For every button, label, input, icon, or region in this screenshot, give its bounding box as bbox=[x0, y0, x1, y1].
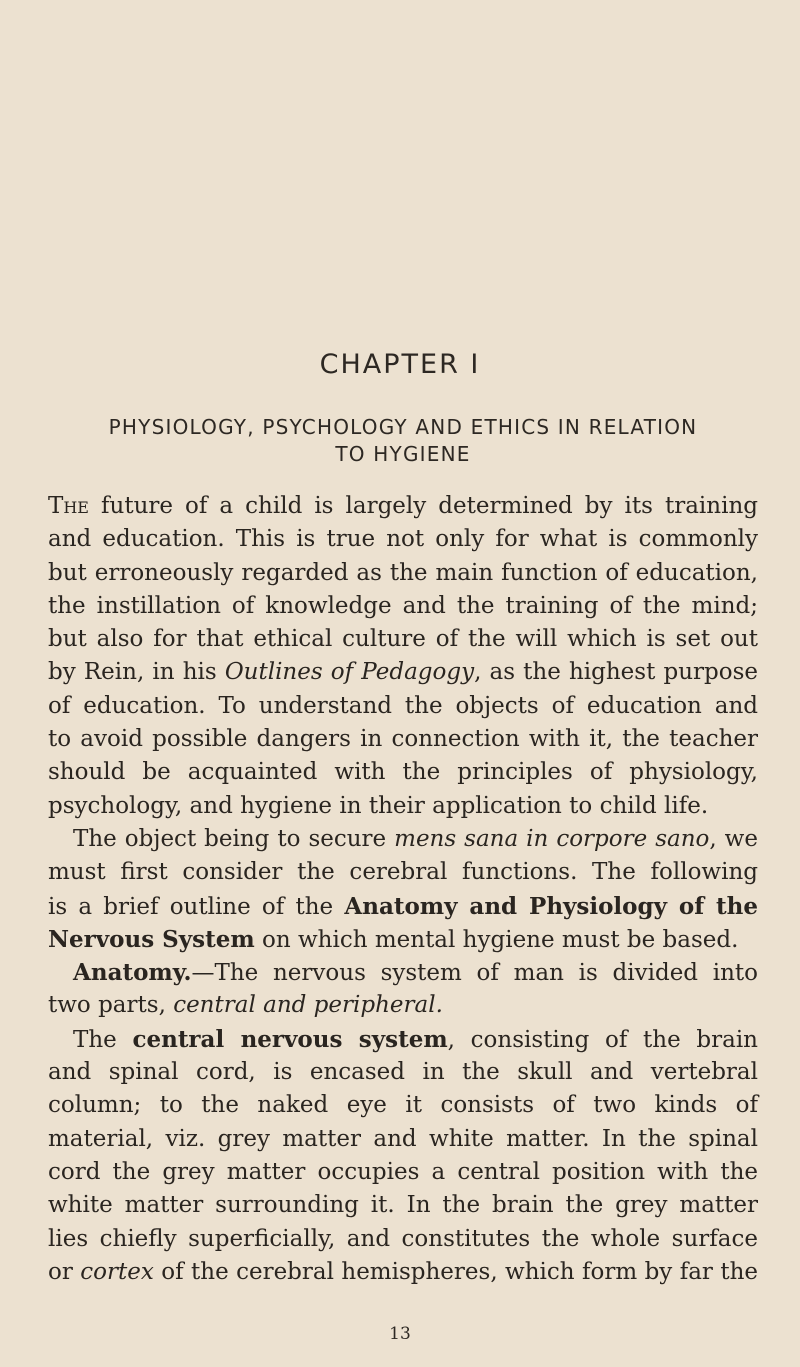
central-nervous-bold: central nervous system bbox=[132, 1025, 448, 1053]
anatomy-heading: Anatomy. bbox=[73, 959, 192, 987]
text-line-16 bbox=[48, 989, 758, 1022]
chapter-title bbox=[48, 414, 758, 468]
text-line-17 bbox=[48, 1023, 758, 1056]
text-line-21: cord the grey matter occupies a central position with the bbox=[48, 1158, 758, 1185]
text-line-8: to avoid possible dangers in connection with it, the teacher bbox=[48, 726, 758, 753]
page-number: 13 bbox=[389, 1324, 411, 1344]
cortex-italic: cortex bbox=[80, 1258, 154, 1285]
section-bold-2: Nervous System bbox=[48, 925, 255, 953]
text-line-24-a: or bbox=[48, 1258, 81, 1285]
text-line-5: but also for that ethical culture of the will which is set out bbox=[48, 626, 758, 653]
text-line-2: and education. This is true not only for what is commonly bbox=[48, 526, 758, 553]
chapter-title-line-2: TO HYGIENE bbox=[335, 442, 471, 466]
text-line-14-b: on which mental hygiene must be based. bbox=[254, 926, 739, 953]
text-line-17-a: The bbox=[73, 1026, 133, 1053]
text-line-23: lies chiefly superficially, and constitutes the whole surface bbox=[48, 1225, 758, 1252]
text-line-11-a: The object being to secure bbox=[73, 825, 395, 852]
text-line-17-b: , consisting of the brain bbox=[447, 1026, 758, 1053]
text-line-14 bbox=[48, 923, 758, 956]
text-line-6-b: , as the highest purpose bbox=[474, 659, 758, 686]
text-line-20: material, viz. grey matter and white matter. In the spinal bbox=[48, 1125, 758, 1152]
text-line-1-rest: future of a child is largely determined by its training bbox=[88, 493, 758, 519]
text-line-12: must first consider the cerebral functions. The following bbox=[48, 859, 758, 886]
text-line-15-b: —The nervous system of man is divided into bbox=[191, 960, 758, 987]
text-line-16-a: two parts, bbox=[48, 992, 174, 1019]
chapter-title-line-1: PHYSIOLOGY, PSYCHOLOGY AND ETHICS IN RELATION bbox=[108, 415, 698, 439]
text-line-24 bbox=[48, 1256, 758, 1289]
text-line-1 bbox=[48, 490, 758, 523]
text-line-11-b: , we bbox=[709, 825, 758, 852]
text-line-9: should be acquainted with the principles of physiology, bbox=[48, 759, 758, 786]
book-title-italic: Outlines of Pedagogy bbox=[224, 659, 475, 686]
text-line-6-a: by Rein, in his bbox=[48, 659, 225, 686]
text-line-7: of education. To understand the objects of education and bbox=[48, 692, 758, 719]
latin-phrase-italic: mens sana in corpore sano bbox=[394, 825, 710, 852]
text-line-15 bbox=[48, 956, 758, 989]
parts-italic: central and peripheral. bbox=[173, 992, 443, 1019]
text-line-13-a: is a brief outline of the bbox=[48, 893, 345, 920]
text-line-10: psychology, and hygiene in their application to child life. bbox=[48, 792, 709, 819]
text-line-6 bbox=[48, 656, 758, 689]
text-line-11 bbox=[48, 823, 758, 856]
text-line-24-b: of the cerebral hemispheres, which form by far the bbox=[153, 1258, 759, 1285]
text-line-13 bbox=[48, 890, 758, 923]
text-line-19: column; to the naked eye it consists of two kinds of bbox=[48, 1092, 758, 1119]
dropcap-word: The bbox=[48, 493, 89, 519]
text-line-3: but erroneously regarded as the main function of education, bbox=[48, 559, 758, 586]
section-bold-1: Anatomy and Physiology of the bbox=[344, 892, 758, 920]
text-line-18: and spinal cord, is encased in the skull and vertebral bbox=[48, 1059, 758, 1086]
text-line-4: the instillation of knowledge and the training of the mind; bbox=[48, 592, 758, 619]
chapter-heading: CHAPTER I bbox=[319, 349, 481, 380]
text-line-22: white matter surrounding it. In the brain the grey matter bbox=[48, 1192, 758, 1219]
body-text bbox=[48, 490, 758, 1289]
